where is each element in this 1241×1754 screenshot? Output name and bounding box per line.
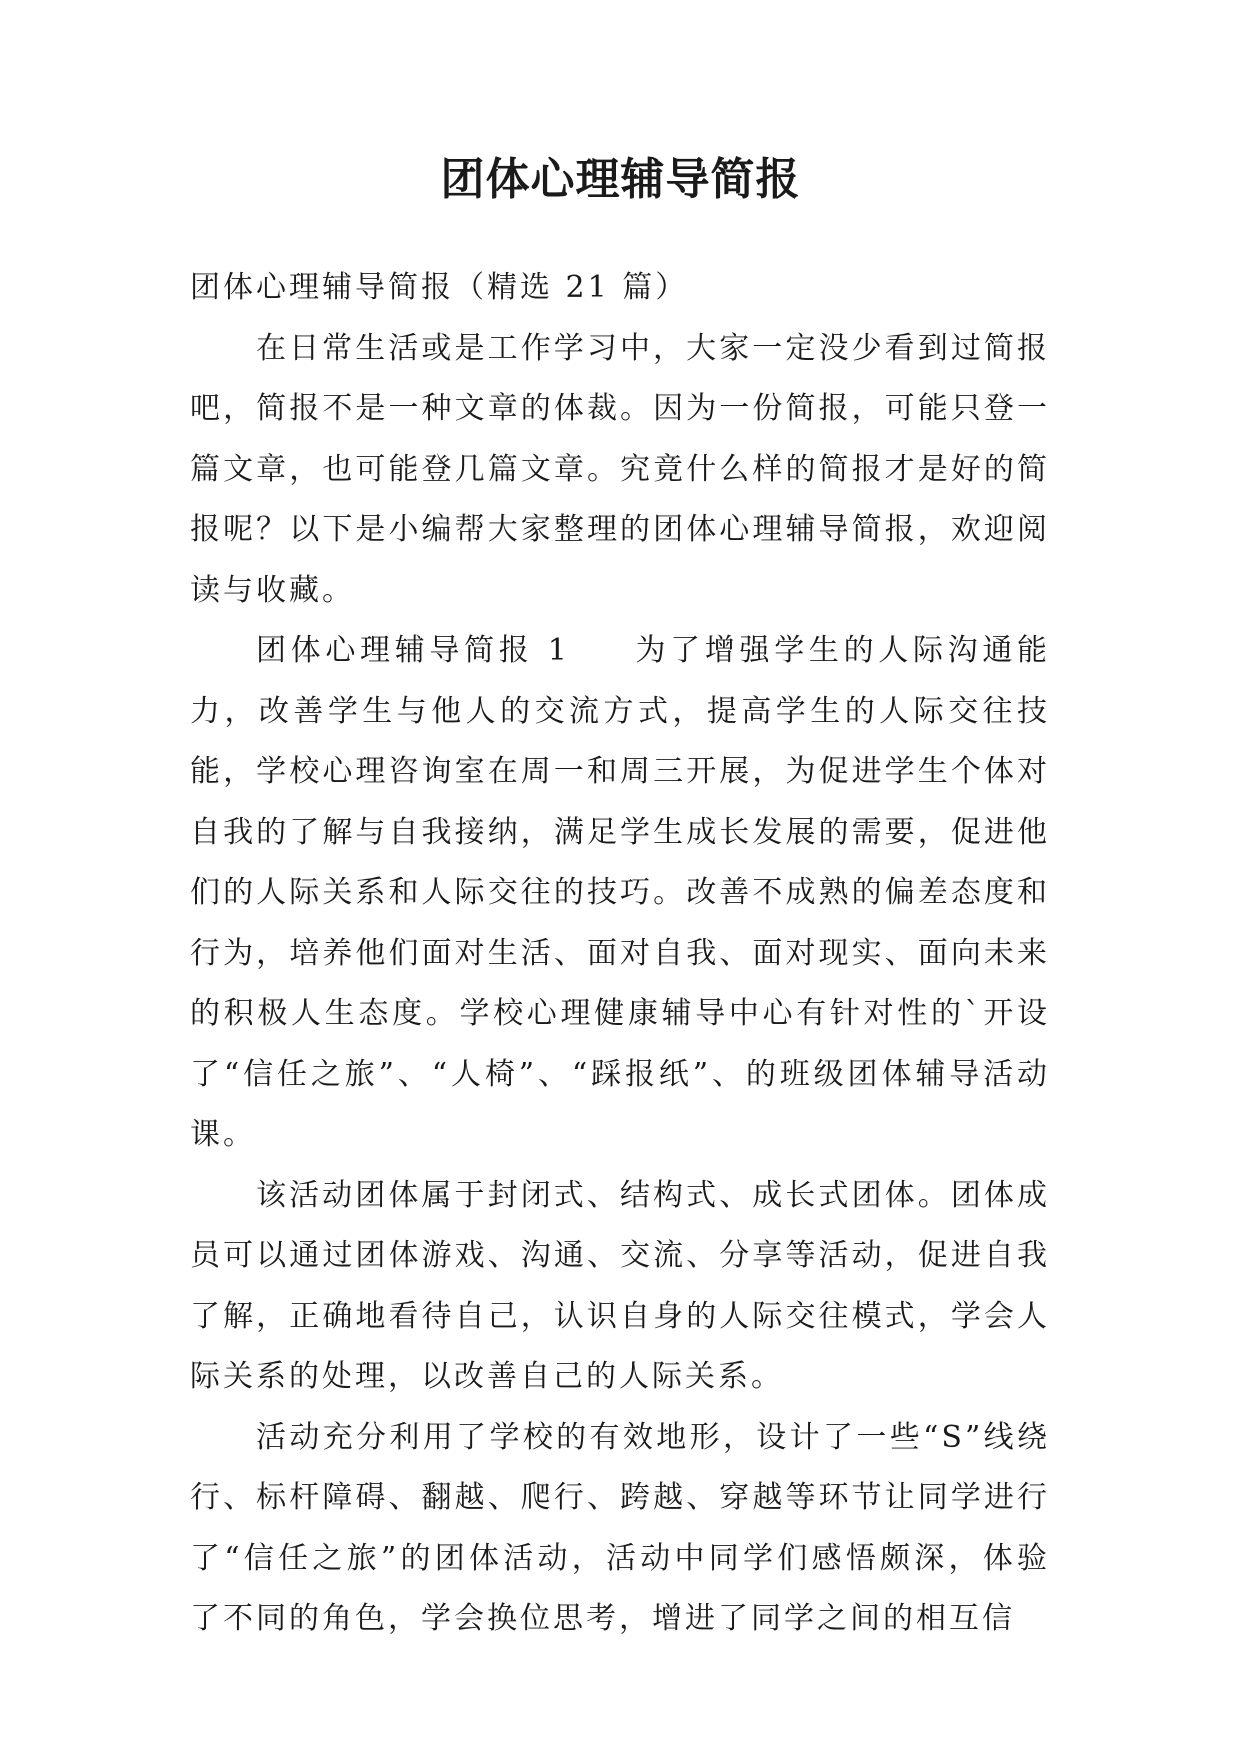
section-3-paragraph: 活动充分利用了学校的有效地形，设计了一些“S”线绕行、标杆障碍、翻越、爬行、跨越、穿越等环节让同学进行了“信任之旅”的团体活动，活动中同学们感悟颇深，体验了不同的角色，学会换位思考，增进了同学之间的相互信 bbox=[190, 1419, 1050, 1636]
section-2-paragraph: 该活动团体属于封闭式、结构式、成长式团体。团体成员可以通过团体游戏、沟通、交流、分享等活动，促进自我了解，正确地看待自己，认识自身的人际交往模式，学会人际关系的处理，以改善自己的人际关系。 bbox=[190, 1177, 1050, 1394]
document-body bbox=[190, 258, 1050, 1650]
section-1-paragraph bbox=[190, 621, 1050, 1166]
document-title: 团体心理辅导简报 bbox=[440, 154, 801, 205]
document-subtitle: 团体心理辅导简报（精选 21 篇） bbox=[190, 270, 689, 305]
intro-paragraph: 在日常生活或是工作学习中，大家一定没少看到过简报吧，简报不是一种文章的体裁。因为一份简报，可能只登一篇文章，也可能登几篇文章。究竟什么样的简报才是好的简报呢？以下是小编帮大家整理的团体心理辅导简报，欢迎阅读与收藏。 bbox=[190, 330, 1050, 608]
section-1-text: 为了增强学生的人际沟通能力，改善学生与他人的交流方式，提高学生的人际交往技能，学校心理咨询室在周一和周三开展，为促进学生个体对自我的了解与自我接纳，满足学生成长发展的需要，促进他们的人际关系和人际交往的技巧。改善不成熟的偏差态度和行为，培养他们面对生活、面对自我、面对现实、面向未来的积极人生态度。学校心理健康辅导中心有针对性的`开设了“信任之旅”、“人椅”、“踩报纸”、的班级团体辅导活动课。 bbox=[190, 633, 1051, 1152]
section-heading: 团体心理辅导简报 1 bbox=[256, 633, 570, 668]
